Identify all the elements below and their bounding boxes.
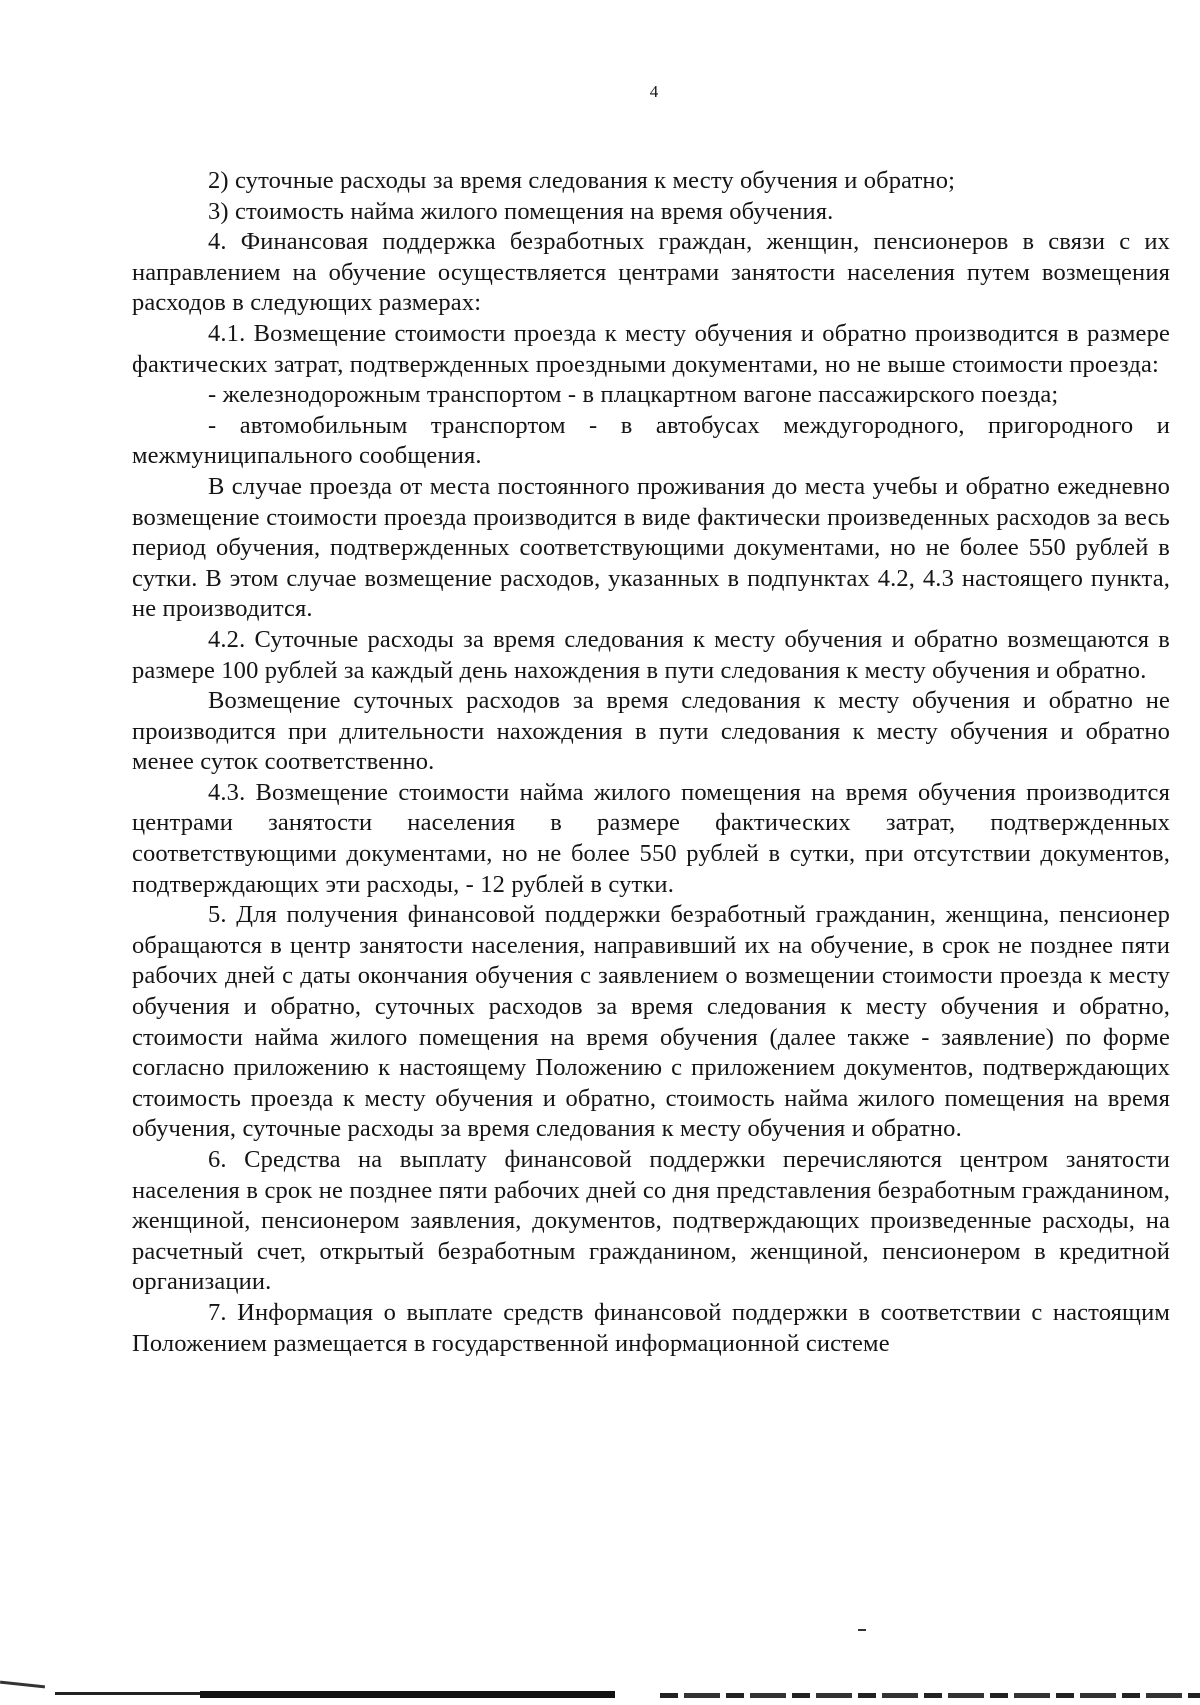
scan-artifact-line [660,1693,1200,1698]
paragraph-section-4-1: 4.1. Возмещение стоимости проезда к месту обучения и обратно производится в размере фактических затрат, подтвержденных проездными документами, но не выше стоимости проезда: [132,319,1170,378]
scan-speck [858,1629,866,1631]
paragraph-section-4-2: 4.2. Суточные расходы за время следования к месту обучения и обратно возмещаются в размере 100 рублей за каждый день нахождения в пути следования к месту обучения и обратно. [132,625,1170,684]
page-number: 4 [649,82,659,101]
paragraph-rail-transport: - железнодорожным транспортом - в плацкартном вагоне пассажирского поезда; [208,381,1059,409]
scan-artifact-line [0,1681,45,1689]
paragraph-section-4: 4. Финансовая поддержка безработных граждан, женщин, пенсионеров в связи с их направлением на обучение осуществляется центрами занятости населения путем возмещения расходов в следующих размерах: [132,228,1170,317]
scan-artifact-line [55,1692,205,1695]
scan-bottom-edge [0,1665,1200,1705]
scan-artifact-line [200,1691,615,1698]
document-body [132,166,1170,1359]
paragraph-section-6: 6. Средства на выплату финансовой поддержки перечисляются центром занятости населения в срок не позднее пяти рабочих дней со дня представления безработным гражданином, женщиной, пенсионером заявления, документов, подтверждающих произведенные расходы, на расчетный счет, открытый безработным гражданином, женщиной, пенсионером в кредитной организации. [132,1146,1170,1296]
paragraph-section-4-3: 4.3. Возмещение стоимости найма жилого помещения на время обучения производится центрами занятости населения в размере фактических затрат, подтвержденных соответствующими документами, но не более 550 рублей в сутки, при отсутствии документов, подтверждающих эти расходы, - 12 рублей в сутки. [132,778,1170,898]
paragraph-daily-expenses-exception: Возмещение суточных расходов за время следования к месту обучения и обратно не производится при длительности нахождения в пути следования к месту обучения и обратно менее суток соответственно. [132,687,1170,776]
paragraph-item-3: 3) стоимость найма жилого помещения на время обучения. [208,197,834,225]
paragraph-section-5: 5. Для получения финансовой поддержки безработный гражданин, женщина, пенсионер обращаются в центр занятости населения, направивший их на обучение, в срок не позднее пяти рабочих дней с даты окончания обучения с заявлением о возмещении стоимости проезда к месту обучения и обратно, суточных расходов за время следования к месту обучения и обратно, стоимости найма жилого помещения на время обучения (далее также - заявление) по форме согласно приложению к настоящему Положению с приложением документов, подтверждающих стоимость проезда к месту обучения и обратно, стоимость найма жилого помещения на время обучения, суточные расходы за время следования к месту обучения и обратно. [132,901,1170,1143]
paragraph-road-transport: - автомобильным транспортом - в автобусах междугородного, пригородного и межмуниципального сообщения. [132,411,1170,470]
paragraph-daily-travel: В случае проезда от места постоянного проживания до места учебы и обратно ежедневно возмещение стоимости проезда производится в виде фактически произведенных расходов за весь период обучения, подтвержденных соответствующими документами, но не более 550 рублей в сутки. В этом случае возмещение расходов, указанных в подпунктах 4.2, 4.3 настоящего пункта, не производится. [132,472,1170,623]
paragraph-item-2: 2) суточные расходы за время следования к месту обучения и обратно; [208,167,956,194]
paragraph-section-7: 7. Информация о выплате средств финансовой поддержки в соответствии с настоящим Положением размещается в государственной информационной системе [132,1298,1170,1357]
